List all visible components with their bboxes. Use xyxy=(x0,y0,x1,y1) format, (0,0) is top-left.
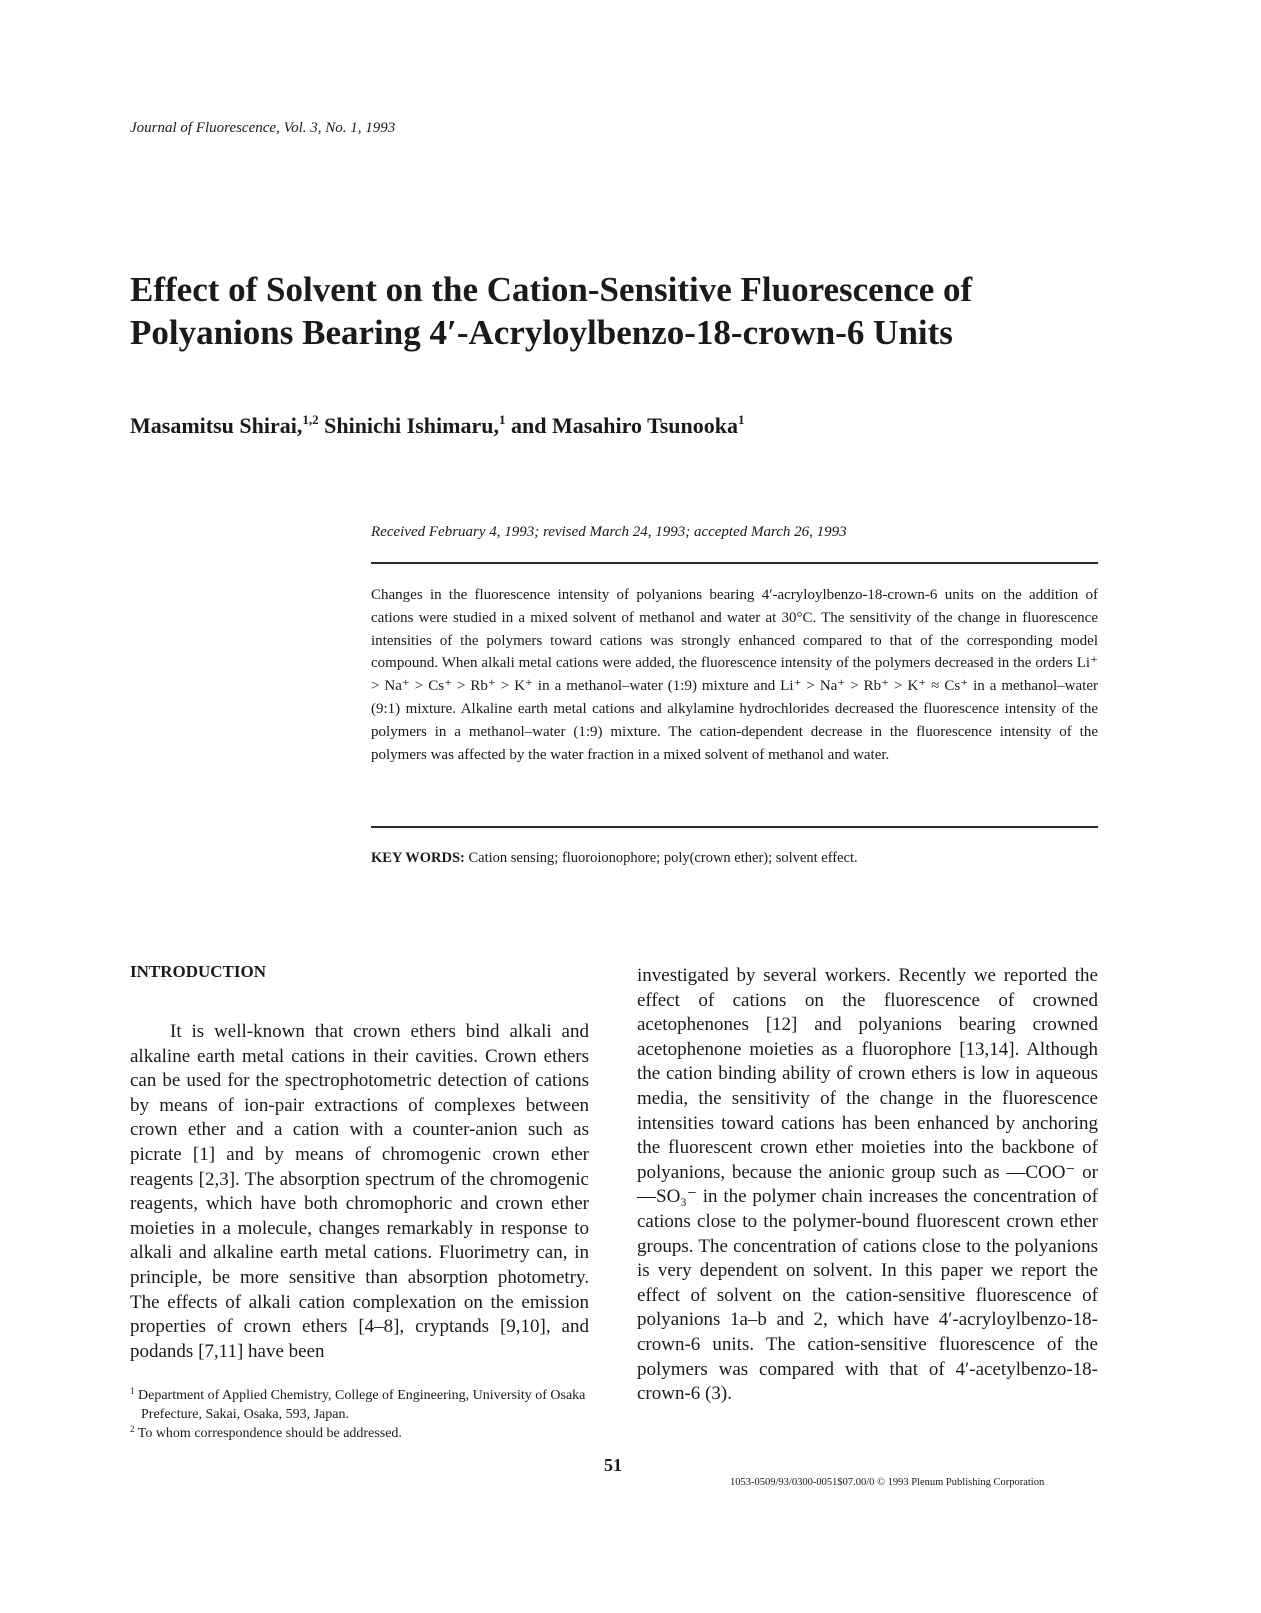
article-title: Effect of Solvent on the Cation-Sensitive Fluorescence of Polyanions Bearing 4′-Acryloylbenzo-18-crown-6 Units xyxy=(130,270,973,352)
footnote xyxy=(130,1424,589,1443)
abstract-bottom-rule xyxy=(371,826,1098,828)
affiliation-mark: 1 xyxy=(498,412,506,427)
section-heading-introduction: INTRODUCTION xyxy=(130,962,267,981)
right-column xyxy=(637,964,1098,1407)
keywords-label: KEY WORDS: xyxy=(371,850,465,866)
keywords xyxy=(371,850,858,867)
page-number: 51 xyxy=(604,1455,622,1475)
received-dates: Received February 4, 1993; revised March 24, 1993; accepted March 26, 1993 xyxy=(371,524,847,540)
author-conjunction: and xyxy=(510,413,547,438)
journal-header: Journal of Fluorescence, Vol. 3, No. 1, 1993 xyxy=(130,120,396,136)
copyright-line: 1053-0509/93/0300-0051$07.00/0 © 1993 Plenum Publishing Corporation xyxy=(730,1477,1045,1488)
abstract: Changes in the fluorescence intensity of polyanions bearing 4′-acryloylbenzo-18-crown-6 units on the addition of cations were studied in a mixed solvent of methanol and water at 30°C. The sensitivity of the change in fluorescence intensities of the polymers toward cations was strongly enhanced compared to that of the corresponding model compound. When alkali metal cations were added, the fluorescence intensity of the polymers decreased in the orders Li⁺ > Na⁺ > Cs⁺ > Rb⁺ > K⁺ in a methanol–water (1:9) mixture and Li⁺ > Na⁺ > Rb⁺ > K⁺ ≈ Cs⁺ in a methanol–water (9:1) mixture. Alkaline earth metal cations and alkylamine hydrochlorides decreased the fluorescence intensity of the polymers in a methanol–water (1:9) mixture. The cation-dependent decrease in the fluorescence intensity of the polymers was affected by the water fraction in a mixed solvent of methanol and water. xyxy=(371,587,1098,763)
keywords-text: Cation sensing; fluoroionophore; poly(crown ether); solvent effect. xyxy=(468,850,858,866)
author-name: Masahiro Tsunooka xyxy=(551,413,739,438)
footnotes xyxy=(130,1386,589,1443)
left-column xyxy=(130,1020,589,1364)
affiliation-mark: 1 xyxy=(738,412,745,427)
footnote-mark: 2 xyxy=(130,1424,135,1434)
author-list xyxy=(130,413,745,439)
footnote xyxy=(130,1386,589,1424)
abstract-top-rule xyxy=(371,562,1098,564)
footnote-text: Department of Applied Chemistry, College of Engineering, University of Osaka Prefecture, Sakai, Osaka, 593, Japan. xyxy=(138,1388,586,1422)
body-paragraph: investigated by several workers. Recently we reported the effect of cations on the fluorescence of crowned acetophenones [12] and polyanions bearing crowned acetophenone moieties as a fluorophore [13,14]. Although the cation binding ability of crown ethers is low in aqueous media, the sensitivity of the change in the fluorescence intensities toward cations has been enhanced by anchoring the fluorescent crown ether moieties into the backbone of polyanions, because the anionic group such as —COO⁻ or —SO₃⁻ in the polymer chain increases the concentration of cations close to the polymer-bound fluorescent crown ether groups. The concentration of cations close to the polyanions is very dependent on solvent. In this paper we report the effect of solvent on the cation-sensitive fluorescence of polyanions 1a–b and 2, which have 4′-acryloylbenzo-18-crown-6 units. The cation-sensitive fluorescence of the polymers was compared with that of 4′-acetylbenzo-18-crown-6 (3). xyxy=(637,965,1098,1405)
affiliation-mark: 1,2 xyxy=(302,412,319,427)
author-name: Masamitsu Shirai, xyxy=(130,413,303,438)
footnote-mark: 1 xyxy=(130,1386,135,1396)
author-name: Shinichi Ishimaru, xyxy=(324,413,499,438)
body-paragraph: It is well-known that crown ethers bind alkali and alkaline earth metal cations in their cavities. Crown ethers can be used for the spectrophotometric detection of cations by means of ion-pair extractions of complexes between crown ether and a cation with a counter-anion such as picrate [1] and by means of chromogenic crown ether reagents [2,3]. The absorption spectrum of the chromogenic reagents, which have both chromophoric and crown ether moieties in a molecule, changes remarkably in response to alkali and alkaline earth metal cations. Fluorimetry can, in principle, be more sensitive than absorption photometry. The effects of alkali cation complexation on the emission properties of crown ethers [4–8], cryptands [9,10], and podands [7,11] have been xyxy=(130,1021,589,1362)
footnote-text: To whom correspondence should be addressed. xyxy=(137,1426,402,1441)
